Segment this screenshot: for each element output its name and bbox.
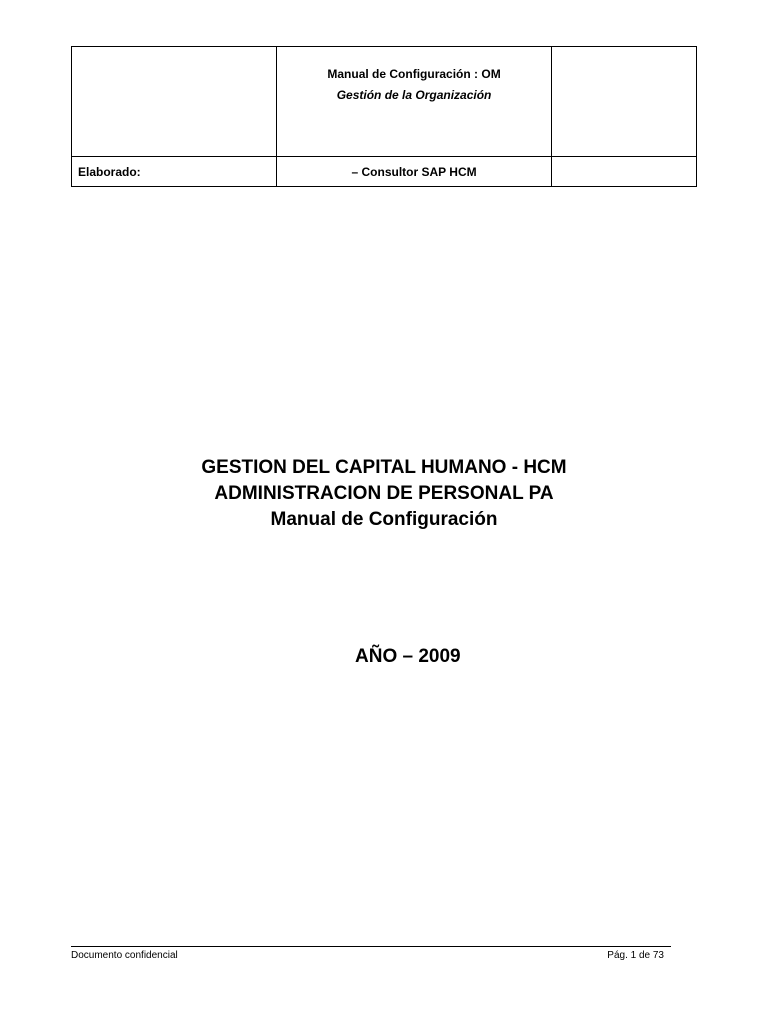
document-year: AÑO – 2009 (355, 646, 461, 667)
logo-cell-empty (72, 47, 277, 157)
manual-title: Manual de Configuración : OM (327, 67, 501, 81)
footer-page-number: Pág. 1 de 73 (607, 950, 664, 961)
manual-title-cell (277, 47, 551, 157)
footer-divider (71, 946, 671, 947)
manual-subtitle: Gestión de la Organización (336, 88, 492, 102)
title-line-2: ADMINISTRACION DE PERSONAL PA (214, 483, 554, 504)
right-cell-empty (551, 47, 696, 157)
header-row-top (72, 47, 697, 157)
bottom-right-cell-empty (551, 157, 696, 187)
title-line-1: GESTION DEL CAPITAL HUMANO - HCM (201, 457, 567, 478)
header-row-bottom (72, 157, 697, 187)
document-title (0, 455, 768, 533)
footer-confidential: Documento confidencial (71, 950, 178, 961)
elaborado-label: Elaborado: (72, 157, 277, 187)
consultor-text: – Consultor SAP HCM (277, 157, 551, 187)
title-line-3: Manual de Configuración (270, 509, 498, 530)
header-table (71, 46, 697, 187)
